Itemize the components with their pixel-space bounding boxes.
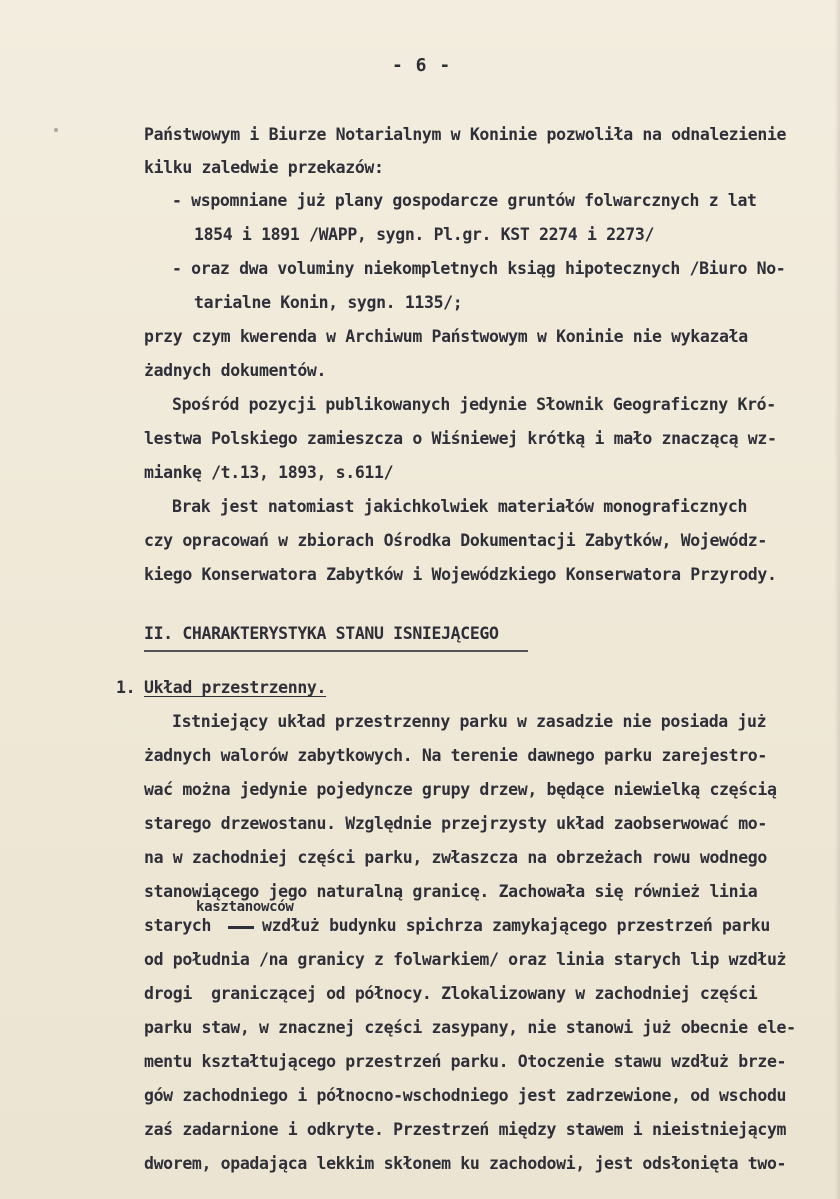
page-number: - 6 - xyxy=(392,55,452,76)
body-line: parku staw, w znacznej części zasypany, nie stanowi już obecnie ele- xyxy=(144,1018,796,1037)
list-item-cont: 1854 i 1891 /WAPP, sygn. Pl.gr. KST 2274 i 2273/ xyxy=(194,225,655,244)
list-item-cont: tarialne Konin, sygn. 1135/; xyxy=(194,293,463,312)
body-line: od południa /na granicy z folwarkiem/ oraz linia starych lip wzdłuż xyxy=(144,950,787,969)
text-line: żadnych dokumentów. xyxy=(144,361,327,380)
body-line: gów zachodniego i północno-wschodniego jest zadrzewione, od wschodu xyxy=(144,1086,787,1105)
body-line: stanowiącego jego naturalną granicę. Zachowała się również linia xyxy=(144,882,758,901)
section-heading: II. CHARAKTERYSTYKA STANU ISNIEJĄCEGO xyxy=(144,624,499,643)
text-line: czy opracowań w zbiorach Ośrodka Dokumentacji Zabytków, Wojewódz- xyxy=(144,531,767,550)
body-line: starego drzewostanu. Względnie przejrzysty układ zaobserwować mo- xyxy=(144,814,767,833)
text-line: przy czym kwerenda w Archiwum Państwowym w Koninie nie wykazała xyxy=(144,327,748,346)
body-line: dworem, opadająca lekkim skłonem ku zachodowi, jest odsłonięta two- xyxy=(144,1154,787,1173)
body-line: na w zachodniej części parku, zwłaszcza na obrzeżach rowu wodnego xyxy=(144,848,767,867)
strikethrough-mark xyxy=(228,926,254,929)
body-line: wzdłuż budynku spichrza zamykającego przestrzeń parku xyxy=(262,916,770,935)
margin-mark xyxy=(54,128,58,132)
section-heading-rule xyxy=(144,650,528,652)
text-line: kiego Konserwatora Zabytków i Wojewódzkiego Konserwatora Przyrody. xyxy=(144,565,777,584)
list-item: - oraz dwa voluminy niekompletnych ksiąg hipotecznych /Biuro No- xyxy=(172,259,786,278)
body-line: Istniejący układ przestrzenny parku w zasadzie nie posiada już xyxy=(172,712,767,731)
page-edge-shadow xyxy=(834,0,840,1199)
body-line: żadnych walorów zabytkowych. Na terenie dawnego parku zarejestro- xyxy=(144,746,767,765)
list-item: - wspomniane już plany gospodarcze gruntów folwarcznych z lat xyxy=(172,191,757,210)
body-line: drogi graniczącej od północy. Zlokalizowany w zachodniej części xyxy=(144,984,758,1003)
text-line: Brak jest natomiast jakichkolwiek materiałów monograficznych xyxy=(172,497,748,516)
subsection-title: Układ przestrzenny. xyxy=(144,678,327,697)
text-line: miankę /t.13, 1893, s.611/ xyxy=(144,463,394,482)
text-line: Spośród pozycji publikowanych jedynie Słownik Geograficzny Kró- xyxy=(172,395,776,414)
text-line: kilku zaledwie przekazów: xyxy=(144,158,384,177)
body-line: starych xyxy=(144,916,212,935)
handwritten-insert: kasztanowców xyxy=(196,899,294,915)
body-line: wać można jedynie pojedyncze grupy drzew, będące niewielką częścią xyxy=(144,780,777,799)
body-line: zaś zadarnione i odkryte. Przestrzeń między stawem i nieistniejącym xyxy=(144,1120,787,1139)
text-line: Państwowym i Biurze Notarialnym w Koninie pozwoliła na odnalezienie xyxy=(144,125,787,144)
text-line: lestwa Polskiego zamieszcza o Wiśniewej krótką i mało znaczącą wz- xyxy=(144,429,777,448)
body-line: mentu kształtującego przestrzeń parku. Otoczenie stawu wzdłuż brze- xyxy=(144,1052,787,1071)
subsection-number: 1. xyxy=(116,678,136,697)
